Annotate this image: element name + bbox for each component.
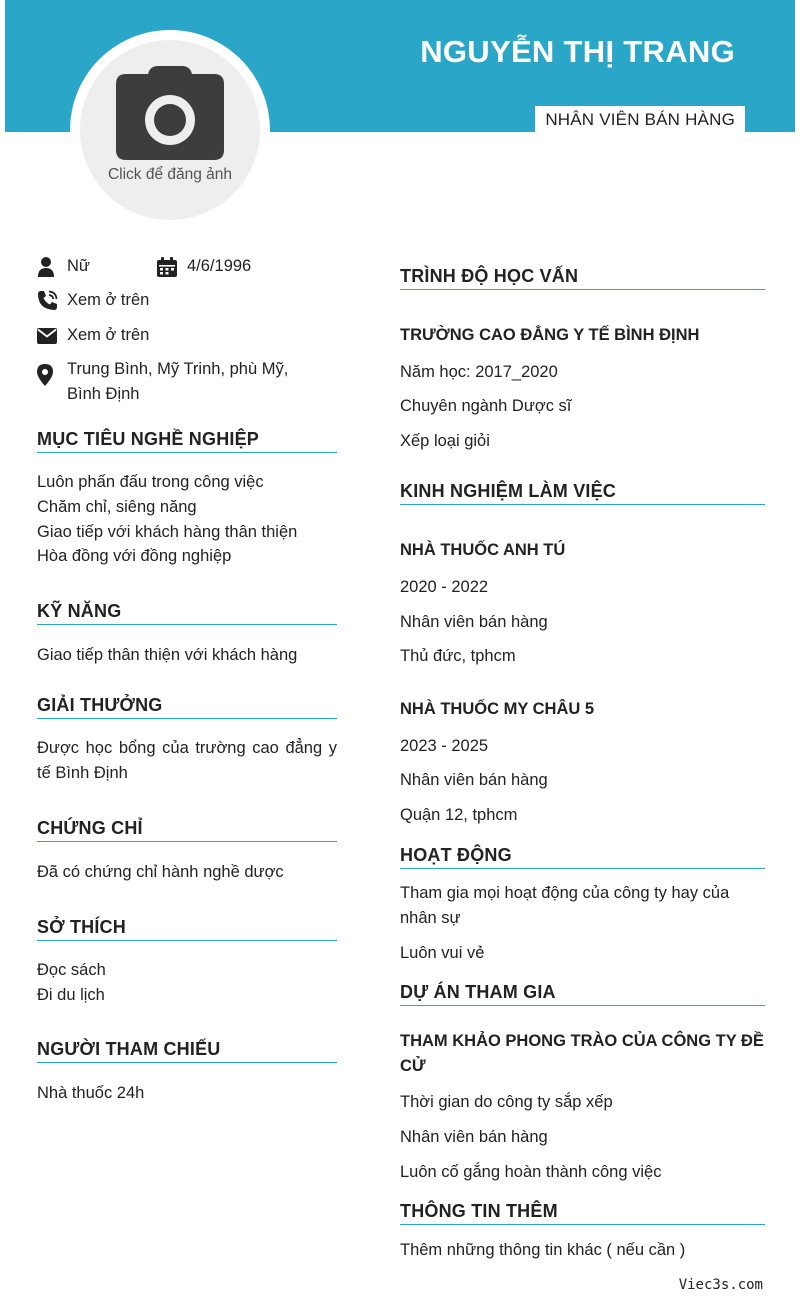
education-title: TRÌNH ĐỘ HỌC VẤN xyxy=(400,266,765,290)
projects-title: DỰ ÁN THAM GIA xyxy=(400,982,765,1006)
skills-title: KỸ NĂNG xyxy=(37,601,337,625)
person-icon xyxy=(37,254,67,279)
envelope-icon xyxy=(37,323,67,348)
job-period: 2023 - 2025 xyxy=(400,737,489,755)
project-name: THAM KHẢO PHONG TRÀO CỦA CÔNG TY ĐỀ CỬ xyxy=(400,1032,764,1075)
job-company: NHÀ THUỐC ANH TÚ xyxy=(400,541,566,559)
activities-title: HOẠT ĐỘNG xyxy=(400,845,765,869)
education-school: TRƯỜNG CAO ĐẲNG Y TẾ BÌNH ĐỊNH xyxy=(400,326,700,344)
job-company: NHÀ THUỐC MY CHÂU 5 xyxy=(400,700,595,718)
avatar-upload[interactable] xyxy=(80,40,260,220)
hobbies-title: SỞ THÍCH xyxy=(37,917,337,941)
job-position: NHÂN VIÊN BÁN HÀNG xyxy=(535,106,745,132)
job-period: 2020 - 2022 xyxy=(400,578,489,596)
job-role: Nhân viên bán hàng xyxy=(400,771,548,789)
awards-title: GIẢI THƯỞNG xyxy=(37,695,337,719)
job-role: Nhân viên bán hàng xyxy=(400,613,548,631)
extra-title: THÔNG TIN THÊM xyxy=(400,1201,765,1225)
job-location: Thủ đức, tphcm xyxy=(400,647,516,665)
gender-value: Nữ xyxy=(67,257,90,275)
avatar-label: Click để đăng ảnh xyxy=(107,166,233,183)
birthday-value: 4/6/1996 xyxy=(187,257,252,275)
hobbies-line: Đọc sách xyxy=(37,961,106,979)
certificates-line: Đã có chứng chỉ hành nghề dược xyxy=(37,863,284,881)
activities-line: Luôn vui vẻ xyxy=(400,944,485,962)
calendar-icon xyxy=(157,254,187,279)
contact-birthday xyxy=(157,254,251,279)
experience-title: KINH NGHIỆM LÀM VIỆC xyxy=(400,481,765,505)
project-line: Luôn cố gắng hoàn thành công việc xyxy=(400,1163,662,1181)
address-value: Trung Bình, Mỹ Trinh, phù Mỹ, Bình Định xyxy=(67,360,289,403)
contact-address xyxy=(37,357,307,407)
contact-gender xyxy=(37,254,90,279)
camera-icon xyxy=(116,66,224,160)
email-value: Xem ở trên xyxy=(67,326,150,344)
objective-line: Giao tiếp với khách hàng thân thiện xyxy=(37,523,298,541)
education-year: Năm học: 2017_2020 xyxy=(400,363,558,381)
contact-email xyxy=(37,323,149,348)
contact-phone xyxy=(37,288,149,313)
candidate-name: NGUYỄN THỊ TRANG xyxy=(420,34,735,69)
hobbies-line: Đi du lịch xyxy=(37,986,105,1004)
objective-line: Hòa đồng với đồng nghiệp xyxy=(37,547,232,565)
references-line: Nhà thuốc 24h xyxy=(37,1084,145,1102)
activities-line: Tham gia mọi hoạt động của công ty hay của nhân sự xyxy=(400,884,730,927)
objective-line: Luôn phấn đấu trong công việc xyxy=(37,473,264,491)
awards-line: Được học bổng của trường cao đẳng y tế Bình Định xyxy=(37,739,337,782)
education-grade: Xếp loại giỏi xyxy=(400,432,490,450)
objective-line: Chăm chỉ, siêng năng xyxy=(37,498,197,516)
education-major: Chuyên ngành Dược sĩ xyxy=(400,397,572,415)
objective-title: MỤC TIÊU NGHỀ NGHIỆP xyxy=(37,429,337,453)
location-pin-icon xyxy=(37,357,67,392)
extra-line: Thêm những thông tin khác ( nếu cần ) xyxy=(400,1241,686,1259)
project-line: Thời gian do công ty sắp xếp xyxy=(400,1093,613,1111)
project-line: Nhân viên bán hàng xyxy=(400,1128,548,1146)
job-location: Quận 12, tphcm xyxy=(400,806,518,824)
certificates-title: CHỨNG CHỈ xyxy=(37,818,337,842)
site-watermark: Viec3s.com xyxy=(678,1277,763,1293)
references-title: NGƯỜI THAM CHIẾU xyxy=(37,1039,337,1063)
phone-icon xyxy=(37,288,67,313)
skills-line: Giao tiếp thân thiện với khách hàng xyxy=(37,646,298,664)
phone-value: Xem ở trên xyxy=(67,291,150,309)
